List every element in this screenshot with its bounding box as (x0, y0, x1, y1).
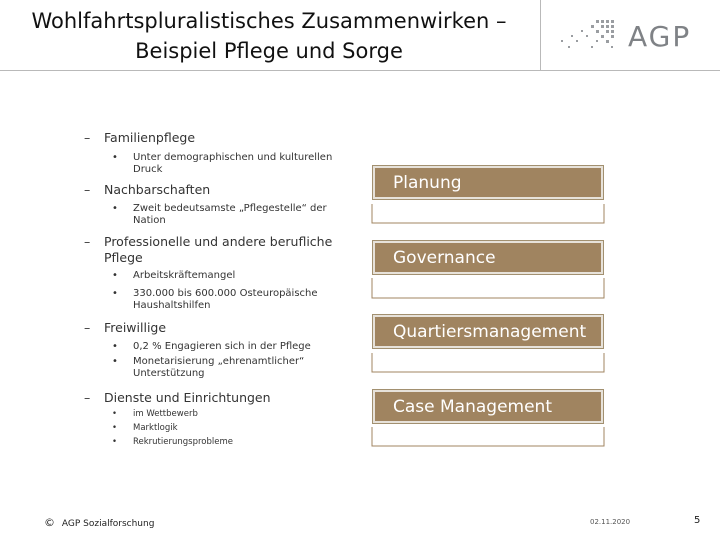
bullet-icon: • (112, 288, 118, 299)
page-number: 5 (694, 515, 701, 526)
bullet-icon: • (112, 152, 118, 163)
dash-bullet-icon: – (84, 320, 91, 335)
box-case-management: Case Management (372, 389, 604, 424)
bullet-icon: • (112, 437, 118, 447)
bracket-1 (372, 204, 604, 223)
box-governance: Governance (372, 240, 604, 275)
dash-bullet-icon: – (84, 390, 91, 405)
bullet-icon: • (112, 270, 118, 281)
bullet-icon: • (112, 203, 118, 214)
bullet-icon: • (112, 356, 118, 367)
bullet-icon: • (112, 409, 118, 419)
copyright-icon: © (44, 516, 55, 529)
bullet-icon: • (112, 341, 118, 352)
dash-bullet-icon: – (84, 234, 91, 249)
title-line-2: Beispiel Pflege und Sorge (135, 39, 403, 63)
bracket-3 (372, 353, 604, 372)
box-quartiersmanagement: Quartiersmanagement (372, 314, 604, 349)
bullet-icon: • (112, 423, 118, 433)
footer-date: 02.11.2020 (590, 518, 631, 526)
bracket-2 (372, 278, 604, 298)
dash-bullet-icon: – (84, 130, 91, 145)
bracket-4 (372, 427, 604, 446)
title-line-1: Wohlfahrtspluralistisches Zusammenwirken – (31, 9, 507, 33)
footer-org: AGP Sozialforschung (61, 519, 155, 529)
box-planung: Planung (372, 165, 604, 200)
dash-bullet-icon: – (84, 182, 91, 197)
logo-text: AGP (628, 20, 692, 53)
footer-copyright (44, 516, 154, 529)
